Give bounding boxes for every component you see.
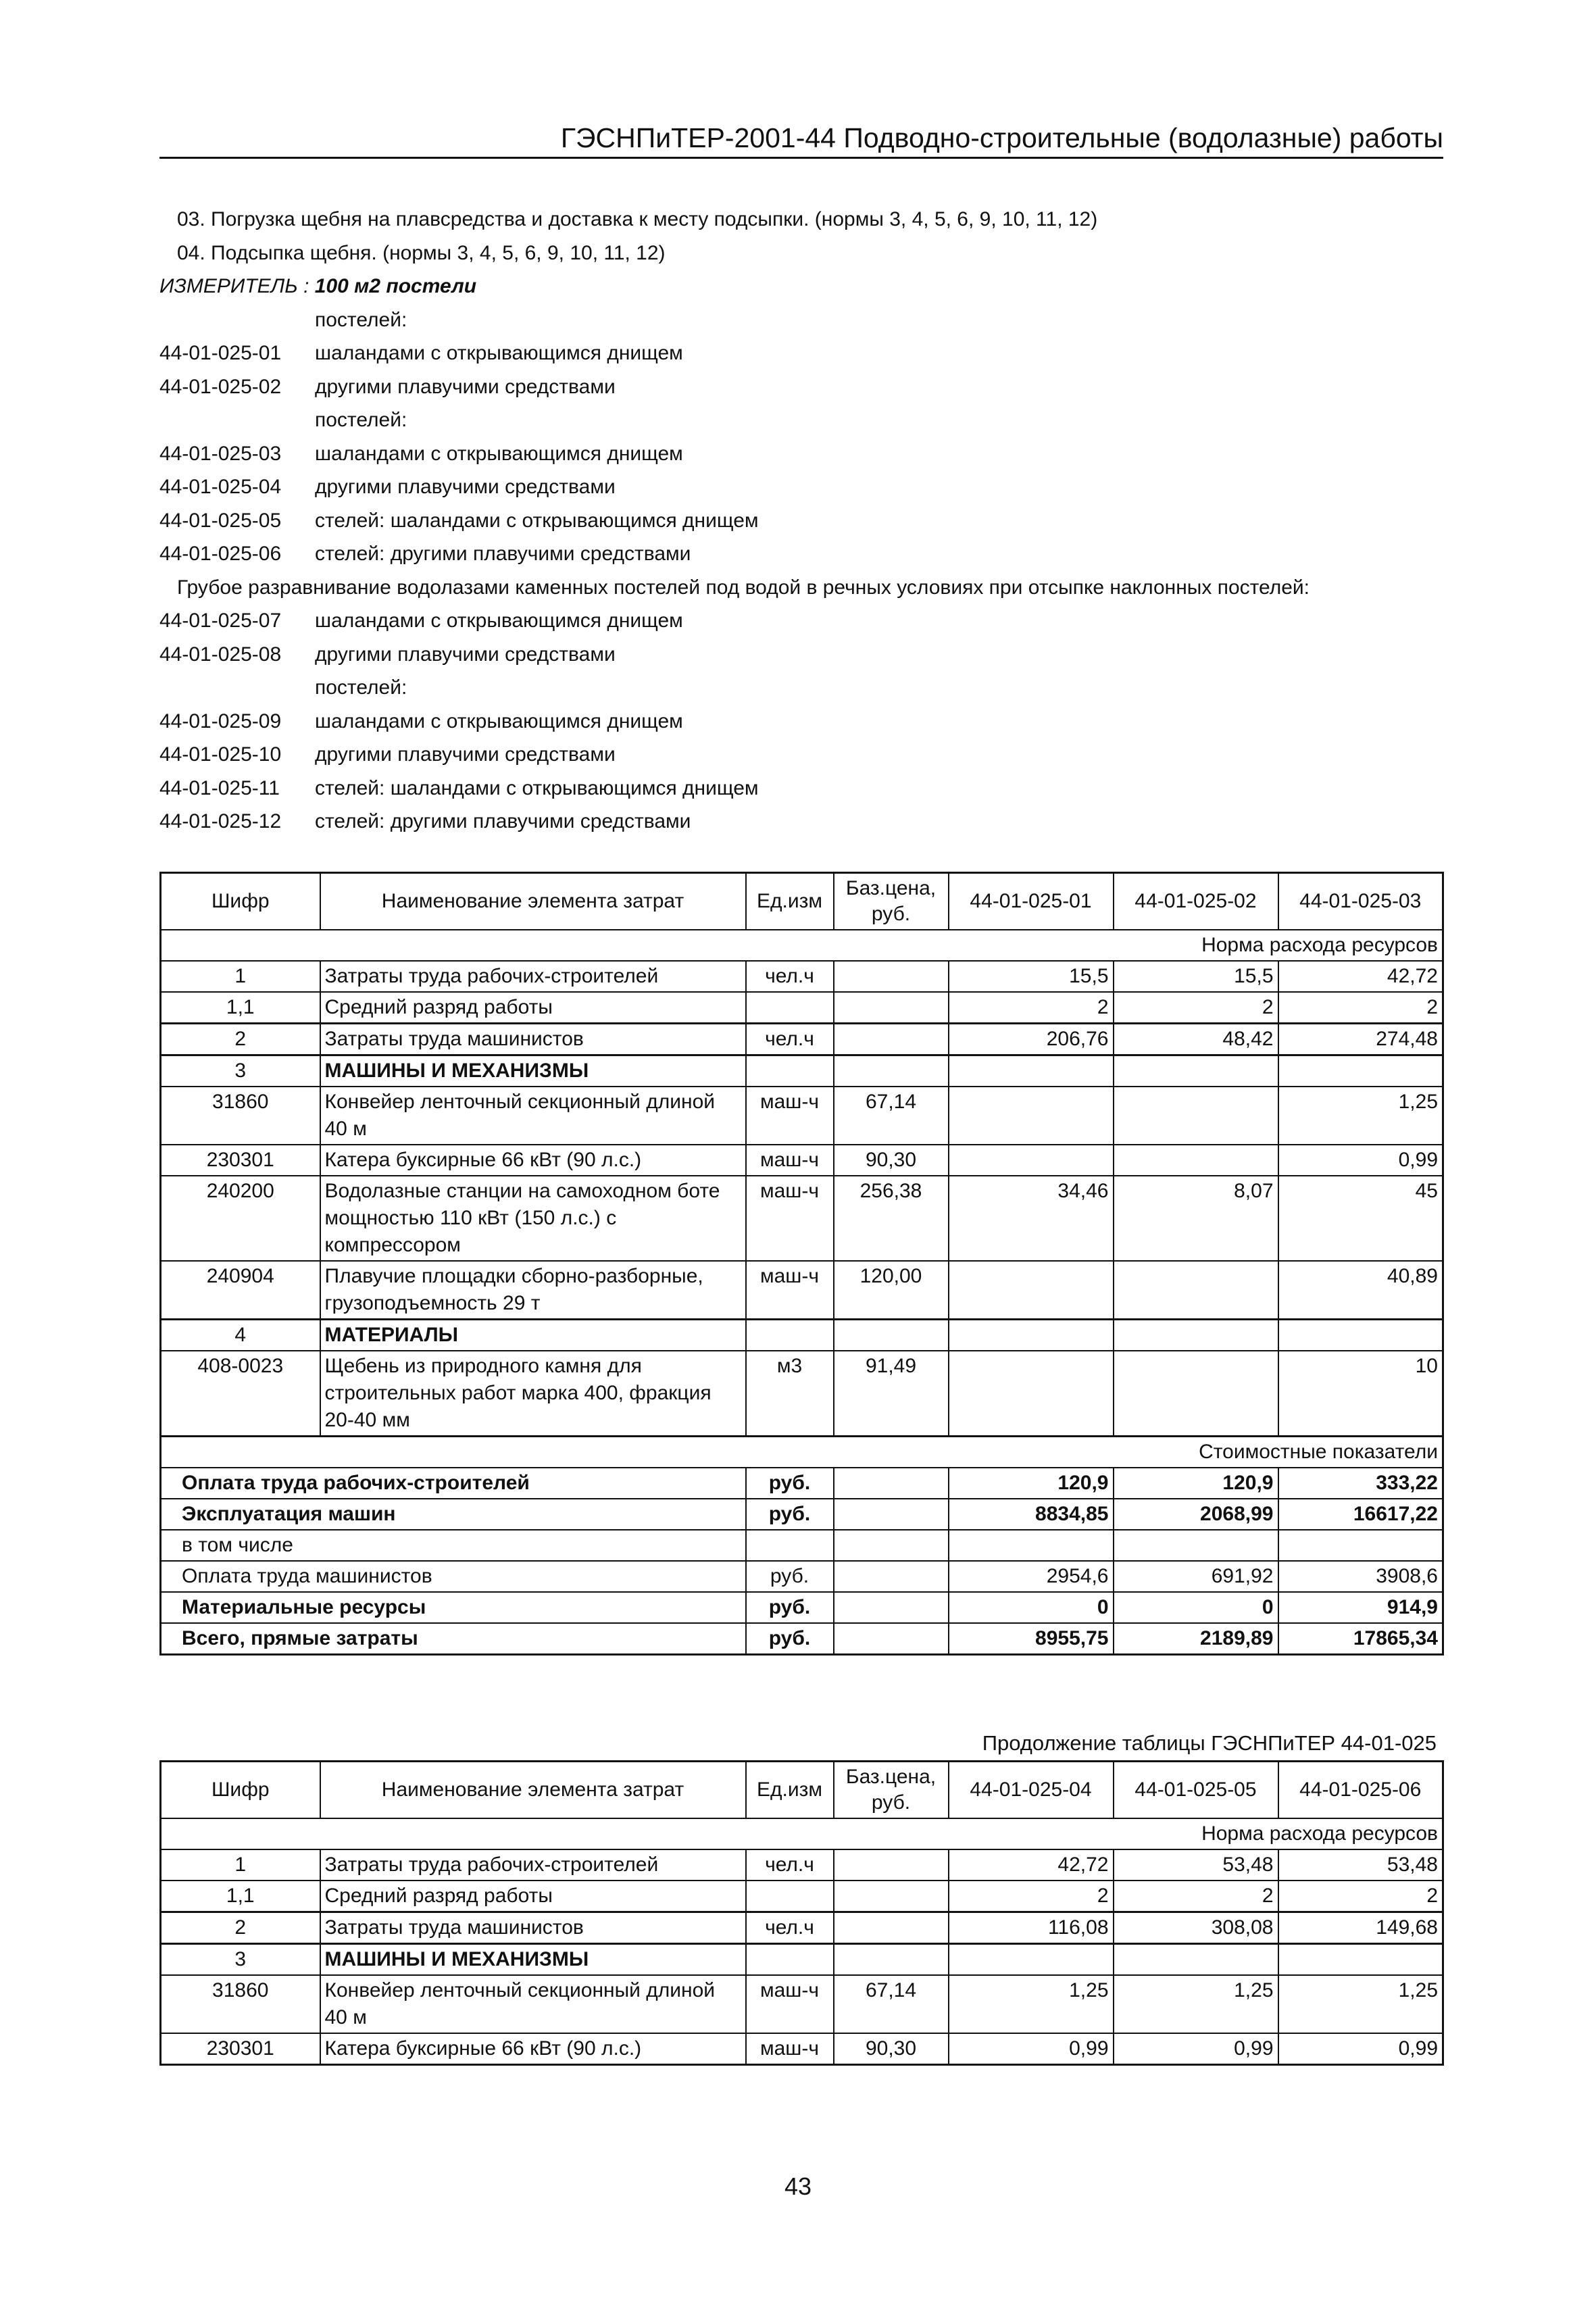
col-header-name: Наименование элемента затрат [320,873,746,930]
norm-list [159,303,1443,839]
list-item-text: другими плавучими средствами [315,643,616,666]
list-item [159,738,1443,772]
list-item [159,571,1443,605]
table-row [161,1087,1443,1145]
cell-value-3 [1278,1943,1443,1975]
page-header: ГЭСНПиТЕР-2001-44 Подводно-строительные (водолазные) работы [159,120,1443,159]
page-number: 43 [784,2172,812,2200]
cell-price: 67,14 [834,1087,949,1145]
table-row [161,1351,1443,1437]
norm-code: 44-01-025-04 [159,476,282,498]
col-header-code: Шифр [161,1762,320,1818]
list-item-text: стелей: другими плавучими средствами [315,543,691,565]
col-header-norm-1: 44-01-025-01 [949,873,1114,930]
cell-unit: маш-ч [746,1975,834,2033]
cell-value-3: 45 [1278,1176,1443,1261]
norm-code: 44-01-025-06 [159,543,282,565]
table-row [161,1912,1443,1943]
cell-unit: маш-ч [746,1176,834,1261]
norm-code: 44-01-025-01 [159,342,282,364]
cost-price-empty [834,1499,949,1530]
list-item [159,638,1443,672]
cell-value-2 [1114,1087,1278,1145]
cost-value-1 [949,1530,1114,1561]
cell-name: Затраты труда машинистов [320,1023,746,1055]
norm-label-row [161,1818,1443,1849]
cell-value-2 [1114,1261,1278,1320]
cost-price-empty [834,1592,949,1623]
cell-value-1: 0,99 [949,2033,1114,2065]
cost-price-empty [834,1468,949,1499]
col-header-name: Наименование элемента затрат [320,1762,746,1818]
cost-value-1: 0 [949,1592,1114,1623]
list-item-text: стелей: шаландами с открывающимся днищем [315,509,759,532]
cost-value-3: 17865,34 [1278,1623,1443,1655]
cell-unit: чел.ч [746,1849,834,1881]
col-header-unit: Ед.изм [746,1762,834,1818]
norm-code: 44-01-025-12 [159,810,282,832]
list-item [159,403,1443,437]
cell-value-3: 10 [1278,1351,1443,1437]
cell-code: 31860 [161,1975,320,2033]
cell-name: Катера буксирные 66 кВт (90 л.с.) [320,2033,746,2065]
norms-table-2 [159,1760,1444,2066]
norm-code: 44-01-025-09 [159,710,282,732]
list-item-text: другими плавучими средствами [315,476,616,498]
cell-value-3: 40,89 [1278,1261,1443,1320]
cell-name: Катера буксирные 66 кВт (90 л.с.) [320,1145,746,1176]
table-row [161,1145,1443,1176]
cell-name: Средний разряд работы [320,992,746,1024]
cell-unit [746,1319,834,1351]
cost-value-2: 0 [1114,1592,1278,1623]
cell-name: Затраты труда рабочих-строителей [320,961,746,992]
cell-price [834,1055,949,1087]
cell-name: МАШИНЫ И МЕХАНИЗМЫ [320,1943,746,1975]
norm-code: 44-01-025-11 [159,776,280,799]
cost-name: Оплата труда рабочих-строителей [161,1468,746,1499]
table-row [161,1849,1443,1881]
cell-value-3: 42,72 [1278,961,1443,992]
measure-line [159,270,1443,303]
list-item-text: шаландами с открывающимся днищем [315,442,683,465]
norm-label-row [161,930,1443,961]
list-item-text: стелей: другими плавучими средствами [315,810,691,832]
cell-value-3: 2 [1278,1881,1443,1912]
cell-price [834,1912,949,1943]
cell-value-1: 42,72 [949,1849,1114,1881]
cost-row [161,1468,1443,1499]
cell-code: 4 [161,1319,320,1351]
list-item-text: постелей: [315,308,407,331]
col-header-norm-2: 44-01-025-05 [1114,1762,1278,1818]
norm-code: 44-01-025-10 [159,743,282,766]
list-item-text: другими плавучими средствами [315,375,616,398]
cell-value-3: 1,25 [1278,1975,1443,2033]
cell-value-1: 15,5 [949,961,1114,992]
col-header-unit: Ед.изм [746,873,834,930]
continuation-title: Продолжение таблицы ГЭСНПиТЕР 44-01-025 [982,1731,1437,1755]
cell-value-1: 2 [949,1881,1114,1912]
cell-value-1 [949,1145,1114,1176]
cell-value-3: 2 [1278,992,1443,1024]
cell-name: МАТЕРИАЛЫ [320,1319,746,1351]
cell-value-2 [1114,1943,1278,1975]
cell-name: МАШИНЫ И МЕХАНИЗМЫ [320,1055,746,1087]
list-item-text: стелей: шаландами с открывающимся днищем [315,776,759,799]
col-header-norm-1: 44-01-025-04 [949,1762,1114,1818]
col-header-norm-3: 44-01-025-03 [1278,873,1443,930]
cost-name: Эксплуатация машин [161,1499,746,1530]
col-header-code: Шифр [161,873,320,930]
cell-value-1: 2 [949,992,1114,1024]
list-item-text: постелей: [315,409,407,431]
cell-code: 230301 [161,1145,320,1176]
list-item [159,303,1443,337]
cost-price-empty [834,1561,949,1592]
cost-unit: руб. [746,1623,834,1655]
cost-value-3: 3908,6 [1278,1561,1443,1592]
cell-unit: маш-ч [746,1145,834,1176]
table-row [161,961,1443,992]
cell-value-3 [1278,1055,1443,1087]
intro-section [159,203,1443,839]
cost-value-3: 16617,22 [1278,1499,1443,1530]
cell-unit [746,992,834,1024]
cell-value-3: 274,48 [1278,1023,1443,1055]
list-item [159,370,1443,404]
cell-code: 2 [161,1912,320,1943]
cell-code: 1,1 [161,992,320,1024]
cell-code: 240200 [161,1176,320,1261]
table-row [161,2033,1443,2065]
cell-price [834,961,949,992]
cost-value-1: 2954,6 [949,1561,1114,1592]
cell-name: Затраты труда рабочих-строителей [320,1849,746,1881]
cost-label: Стоимостные показатели [161,1436,1443,1468]
list-item-text: шаландами с открывающимся днищем [315,342,683,364]
cost-row [161,1499,1443,1530]
cell-unit [746,1881,834,1912]
cell-value-3: 0,99 [1278,1145,1443,1176]
cell-code: 3 [161,1943,320,1975]
cost-unit [746,1530,834,1561]
cell-value-2: 1,25 [1114,1975,1278,2033]
cost-unit: руб. [746,1468,834,1499]
table-row [161,1943,1443,1975]
table-header-row [161,1762,1443,1818]
cell-name: Плавучие площадки сборно-разборные, грузоподъемность 29 т [320,1261,746,1320]
cell-unit: чел.ч [746,1912,834,1943]
list-item-text: другими плавучими средствами [315,743,616,766]
cell-value-1: 1,25 [949,1975,1114,2033]
cell-price: 90,30 [834,2033,949,2065]
cell-unit: маш-ч [746,1261,834,1320]
cost-row [161,1592,1443,1623]
cell-price [834,992,949,1024]
norms-table-1 [159,872,1444,1656]
cell-value-2: 15,5 [1114,961,1278,992]
cost-value-2: 2189,89 [1114,1623,1278,1655]
list-item [159,337,1443,370]
cell-unit: маш-ч [746,2033,834,2065]
cost-name: в том числе [161,1530,746,1561]
cell-value-1: 206,76 [949,1023,1114,1055]
norm-code: 44-01-025-07 [159,609,282,632]
list-item [159,705,1443,739]
cell-value-2: 2 [1114,992,1278,1024]
cost-value-2: 120,9 [1114,1468,1278,1499]
cell-unit [746,1943,834,1975]
cell-unit: м3 [746,1351,834,1437]
cell-code: 3 [161,1055,320,1087]
cell-value-1 [949,1319,1114,1351]
cost-value-1: 120,9 [949,1468,1114,1499]
cell-price: 67,14 [834,1975,949,2033]
table-row [161,1023,1443,1055]
cost-value-2 [1114,1530,1278,1561]
norm-code: 44-01-025-05 [159,509,282,532]
cell-code: 1 [161,1849,320,1881]
cost-row [161,1561,1443,1592]
cell-value-1 [949,1261,1114,1320]
cost-value-3: 914,9 [1278,1592,1443,1623]
cell-name: Затраты труда машинистов [320,1912,746,1943]
cell-price: 90,30 [834,1145,949,1176]
measure-label: ИЗМЕРИТЕЛЬ : [159,275,309,297]
cell-unit: чел.ч [746,961,834,992]
cost-label-row [161,1436,1443,1468]
list-item [159,470,1443,504]
cell-value-3: 149,68 [1278,1912,1443,1943]
cost-unit: руб. [746,1561,834,1592]
cell-value-1 [949,1943,1114,1975]
cell-value-1 [949,1351,1114,1437]
cell-value-2: 8,07 [1114,1176,1278,1261]
cost-row [161,1623,1443,1655]
cost-value-2: 691,92 [1114,1561,1278,1592]
list-item [159,805,1443,839]
list-item [159,504,1443,538]
cell-unit: маш-ч [746,1087,834,1145]
cell-price [834,1023,949,1055]
cell-unit: чел.ч [746,1023,834,1055]
cost-row [161,1530,1443,1561]
table-header-row [161,873,1443,930]
cell-price [834,1943,949,1975]
cell-code: 1,1 [161,1881,320,1912]
cell-name: Водолазные станции на самоходном боте мощностью 110 кВт (150 л.с.) с компрессором [320,1176,746,1261]
cell-value-1: 116,08 [949,1912,1114,1943]
cell-code: 1 [161,961,320,992]
cell-price: 256,38 [834,1176,949,1261]
table-row [161,1261,1443,1320]
cell-value-2: 2 [1114,1881,1278,1912]
cell-value-1 [949,1055,1114,1087]
cell-price [834,1849,949,1881]
cost-name: Всего, прямые затраты [161,1623,746,1655]
cost-unit: руб. [746,1499,834,1530]
cell-code: 240904 [161,1261,320,1320]
work-description-1: 03. Погрузка щебня на плавсредства и доставка к месту подсыпки. (нормы 3, 4, 5, 6, 9, 10, 11, 12) [177,208,1098,230]
cell-code: 408-0023 [161,1351,320,1437]
cost-price-empty [834,1623,949,1655]
table-row [161,1881,1443,1912]
col-header-norm-2: 44-01-025-02 [1114,873,1278,930]
table-row [161,1055,1443,1087]
cell-code: 31860 [161,1087,320,1145]
cell-name: Конвейер ленточный секционный длиной 40 м [320,1087,746,1145]
cost-name: Оплата труда машинистов [161,1561,746,1592]
list-item-text: шаландами с открывающимся днищем [315,710,683,732]
list-item [159,604,1443,638]
cost-price-empty [834,1530,949,1561]
cost-name: Материальные ресурсы [161,1592,746,1623]
cost-unit: руб. [746,1592,834,1623]
cost-value-2: 2068,99 [1114,1499,1278,1530]
cell-code: 2 [161,1023,320,1055]
cell-price [834,1881,949,1912]
cost-value-3: 333,22 [1278,1468,1443,1499]
cell-value-3: 1,25 [1278,1087,1443,1145]
cell-value-2: 308,08 [1114,1912,1278,1943]
col-header-price: Баз.цена, руб. [834,873,949,930]
col-header-norm-3: 44-01-025-06 [1278,1762,1443,1818]
list-item-text: постелей: [315,676,407,699]
cell-price: 120,00 [834,1261,949,1320]
cell-value-2 [1114,1351,1278,1437]
cell-price: 91,49 [834,1351,949,1437]
norm-code: 44-01-025-03 [159,442,282,465]
cell-value-2: 48,42 [1114,1023,1278,1055]
work-description-2: 04. Подсыпка щебня. (нормы 3, 4, 5, 6, 9, 10, 11, 12) [177,241,666,264]
cell-value-1: 34,46 [949,1176,1114,1261]
cell-value-1 [949,1087,1114,1145]
list-item-text: Грубое разравнивание водолазами каменных постелей под водой в речных условиях при отсыпке наклонных постелей: [177,576,1310,599]
norm-label: Норма расхода ресурсов [161,930,1443,961]
cell-unit [746,1055,834,1087]
norm-code: 44-01-025-02 [159,375,282,398]
cell-price [834,1319,949,1351]
col-header-price: Баз.цена, руб. [834,1762,949,1818]
table-row [161,992,1443,1024]
cell-value-2: 0,99 [1114,2033,1278,2065]
list-item [159,537,1443,571]
table-row [161,1176,1443,1261]
table-row [161,1319,1443,1351]
cost-value-1: 8834,85 [949,1499,1114,1530]
cell-name: Средний разряд работы [320,1881,746,1912]
cell-value-2: 53,48 [1114,1849,1278,1881]
cell-value-3 [1278,1319,1443,1351]
cell-code: 230301 [161,2033,320,2065]
list-item-text: шаландами с открывающимся днищем [315,609,683,632]
norm-label: Норма расхода ресурсов [161,1818,1443,1849]
list-item [159,772,1443,805]
list-item [159,671,1443,705]
cell-value-2 [1114,1319,1278,1351]
cell-value-2 [1114,1055,1278,1087]
cell-value-3: 53,48 [1278,1849,1443,1881]
measure-value: 100 м2 постели [314,275,477,297]
table-row [161,1975,1443,2033]
cell-name: Щебень из природного камня для строительных работ марка 400, фракция 20-40 мм [320,1351,746,1437]
cell-name: Конвейер ленточный секционный длиной 40 м [320,1975,746,2033]
cost-value-3 [1278,1530,1443,1561]
list-item [159,437,1443,471]
norm-code: 44-01-025-08 [159,643,282,666]
cell-value-2 [1114,1145,1278,1176]
cost-value-1: 8955,75 [949,1623,1114,1655]
cell-value-3: 0,99 [1278,2033,1443,2065]
